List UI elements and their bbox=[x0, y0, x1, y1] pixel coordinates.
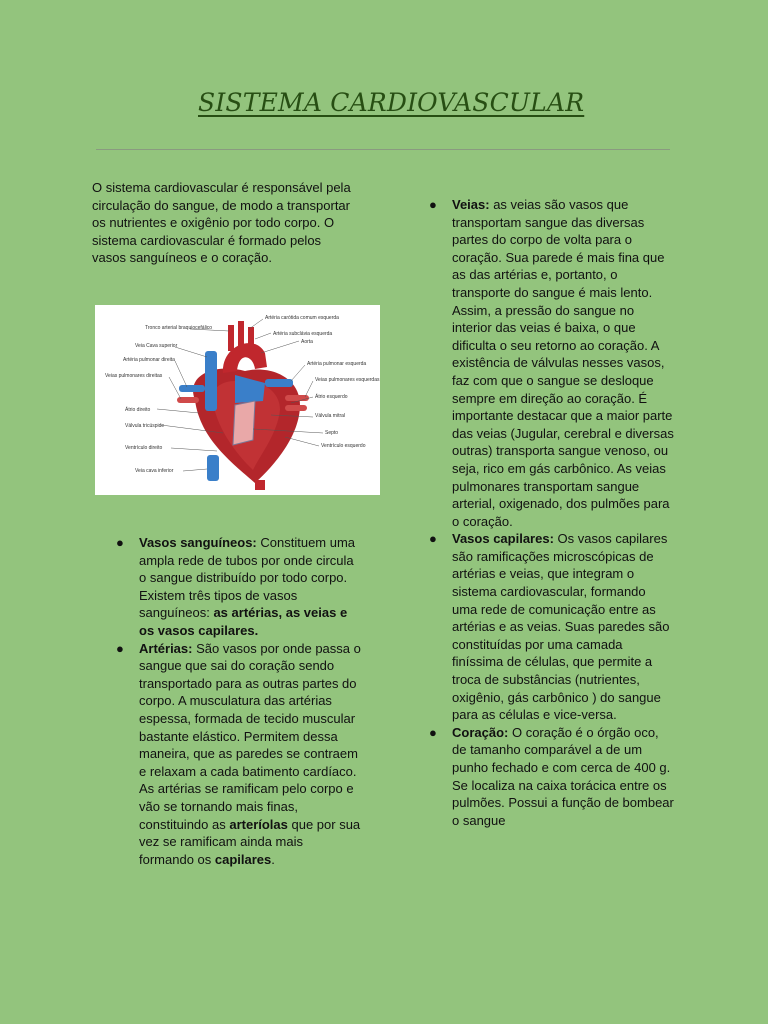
left-bullet-list bbox=[116, 534, 361, 868]
label-art-pulm-dir: Artéria pulmonar direita bbox=[123, 357, 175, 363]
heart-illustration bbox=[95, 305, 380, 495]
label-veias-pulm-esq: Veias pulmonares esquerdas bbox=[315, 377, 380, 383]
bullet-icon: ● bbox=[429, 197, 437, 212]
label-atrio-dir: Átrio direito bbox=[125, 407, 151, 413]
label-veias-pulm-dir: Veias pulmonares direitas bbox=[105, 373, 163, 379]
bullet-icon: ● bbox=[116, 535, 124, 550]
intro-paragraph: O sistema cardiovascular é responsável pela circulação do sangue, de modo a transportar os nutrientes e oxigênio por todo corpo. O sistema cardiovascular é formado pelos vasos sanguíneos e o coração. bbox=[92, 180, 351, 266]
label-septo: Septo bbox=[325, 430, 339, 436]
list-item-coracao: ● Coração: O coração é o órgão oco, de tamanho comparável a de um punho fechado e com cerca de 400 g. Se localiza na caixa torácica entre os pulmões. Possui a função de bombear o sangue bbox=[429, 724, 674, 828]
label-ventr-esq: Ventrículo esquerdo bbox=[321, 443, 366, 449]
label-ventr-dir: Ventrículo direito bbox=[125, 445, 163, 451]
heart-diagram bbox=[95, 305, 380, 495]
list-item-vasos: ● Vasos sanguíneos: Constituem uma ampla rede de tubos por onde circula o sangue distribuído por todo corpo. Existem três tipos de vasos sanguíneos: as artérias, as veias e os vasos capilares. bbox=[116, 535, 356, 638]
list-item-arterias: ● Artérias: São vasos por onde passa o sangue que sai do coração sendo transportado para as outras partes do corpo. A musculatura das artérias espessa, formada de tecido muscular bastante elástico. Permitem dessa maneira, que as paredes se contraem e relaxam a cada batimento cardíaco. As artérias se ramificam pelo corpo e vão se tornando mais finas, constituindo as arteríolas que por sua vez se ramificam ainda mais formando os capilares. bbox=[116, 640, 361, 867]
label-valv-tricuspide: Válvula tricúspide bbox=[125, 423, 165, 429]
label-art-pulm-esq: Artéria pulmonar esquerda bbox=[307, 361, 367, 367]
label-veia-cava-inf: Veia cava inferior bbox=[135, 468, 174, 474]
bullet-icon: ● bbox=[429, 531, 437, 547]
list-item-capilares: ● Vasos capilares: Os vasos capilares são ramificações microscópicas de artérias e veias, que integram o sistema cardiovascular, formando uma rede de comunicação entre as artérias e as veias. Suas paredes são constituídas por uma camada finíssima de células, que permite a troca de substâncias (nutrientes, oxigênio, gás carbônico ) do sangue para as células e vice-versa. bbox=[429, 531, 670, 723]
label-subclavia: Artéria subclávia esquerda bbox=[273, 331, 333, 337]
label-carotida: Artéria carótida comum esquerda bbox=[265, 315, 339, 321]
label-veia-cava-sup: Veia Cava superior bbox=[135, 343, 178, 349]
page-title: SISTEMA CARDIOVASCULAR bbox=[198, 88, 585, 117]
list-item-veias: ● Veias: as veias são vasos que transportam sangue das diversas partes do corpo de volta para o coração. Sua parede é mais fina que as das artérias e, portanto, o transporte do sangue é mais lento. Assim, a pressão do sangue no interior das veias é baixa, o que dificulta o seu retorno ao coração. A existência de válvulas nesses vasos, faz com que o sangue se desloque sempre em direção ao coração. É importante destacar que a maior parte das veias (Jugular, cerebral e diversas outras) transporta sangue venoso, ou seja, rico em gás carbônico. As veias pulmonares transportam sangue arterial, oxigenado, dos pulmões para o coração. bbox=[429, 197, 674, 529]
bullet-icon: ● bbox=[116, 640, 124, 656]
label-valv-mitral: Válvula mitral bbox=[315, 413, 346, 419]
label-aorta: Aorta bbox=[301, 339, 313, 345]
right-bullet-list bbox=[429, 196, 674, 829]
divider bbox=[96, 149, 670, 150]
bullet-icon: ● bbox=[429, 724, 437, 740]
label-tronco: Tronco arterial braquiocefálico bbox=[145, 325, 213, 331]
label-atrio-esq: Átrio esquerdo bbox=[315, 394, 348, 400]
